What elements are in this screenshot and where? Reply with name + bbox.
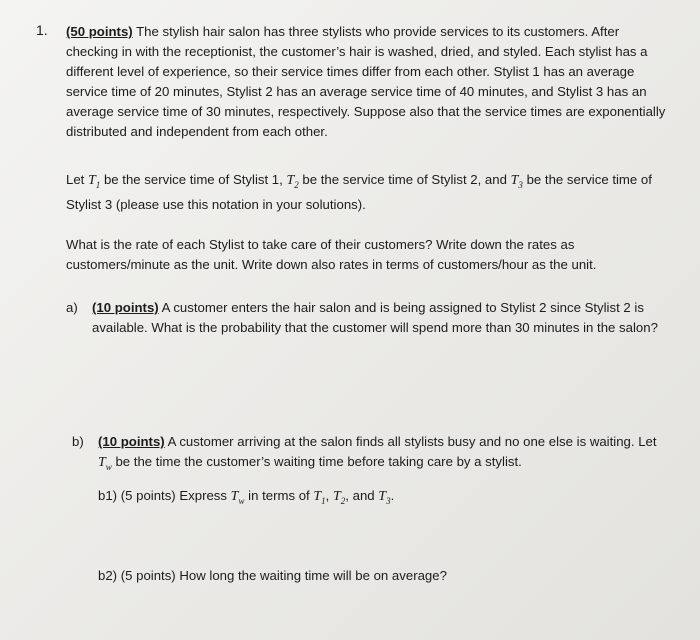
notation-paragraph <box>66 170 666 215</box>
t2-symbol: $T_2$ <box>286 173 299 190</box>
notation-text-3: be the service time of Stylist 2, and <box>298 172 511 187</box>
tw-symbol: $T_w$ <box>98 455 112 472</box>
part-b1-text-2: in terms of <box>244 488 314 503</box>
part-a-points: (10 points) <box>92 300 159 315</box>
part-b1-end: . <box>390 488 395 503</box>
notation-text-4: be the service time of Stylist 3 (please use this notation in your solutions). <box>66 172 652 212</box>
part-b-text-1: A customer arriving at the salon finds all stylists busy and no one else is waiting. Let <box>167 434 657 449</box>
notation-text-2: be the service time of Stylist 1, <box>100 172 287 187</box>
b1-tw-symbol: $T_w$ <box>230 489 245 506</box>
part-b-points: (10 points) <box>98 434 165 449</box>
question-points: (50 points) <box>66 24 133 39</box>
notation-text-1: Let <box>66 172 88 187</box>
part-a-label: a) <box>66 300 78 315</box>
t3-symbol: $T_3$ <box>510 173 523 190</box>
b1-t3-symbol: $T_3$ <box>378 489 391 506</box>
b1-t1-symbol: $T_1$ <box>313 489 326 506</box>
part-b <box>98 432 658 477</box>
part-b1: b1) (5 points) Express $T_w$ in terms of $T_1$, $T_2$, and $T_3$. <box>98 488 395 506</box>
question-number: 1. <box>36 22 48 38</box>
rates-paragraph: What is the rate of each Stylist to take care of their customers? Write down the rates as customers/minute as the unit. Write down also rates in terms of customers/hour as the unit. <box>66 237 597 272</box>
t1-symbol: $T_1$ <box>88 173 101 190</box>
part-b1-and: , and <box>345 488 379 503</box>
part-b1-text-1: b1) (5 points) Express <box>98 488 231 503</box>
part-a-text: A customer enters the hair salon and is being assigned to Stylist 2 since Stylist 2 is available. What is the probability that the customer will spend more than 30 minutes in the salon? <box>92 300 658 335</box>
question-intro-text: The stylish hair salon has three stylists who provide services to its customers. After checking in with the receptionist, the customer’s hair is washed, dried, and styled. Each stylist has a different level of experience, so their service times differ from each other. Stylist 1 has an average service time of 20 minutes, Stylist 2 has an average service time of 40 minutes, and Stylist 3 has an average service time of 30 minutes, respectively. Suppose also that the service times are exponentially distributed and independent from each other. <box>66 24 666 139</box>
part-b-text-2: be the time the customer’s waiting time before taking care by a stylist. <box>111 454 522 469</box>
part-b-label: b) <box>72 434 84 449</box>
b1-t2-symbol: $T_2$ <box>333 489 346 506</box>
part-a <box>92 298 662 338</box>
part-b2: b2) (5 points) How long the waiting time will be on average? <box>98 568 447 583</box>
question-intro <box>66 22 666 142</box>
